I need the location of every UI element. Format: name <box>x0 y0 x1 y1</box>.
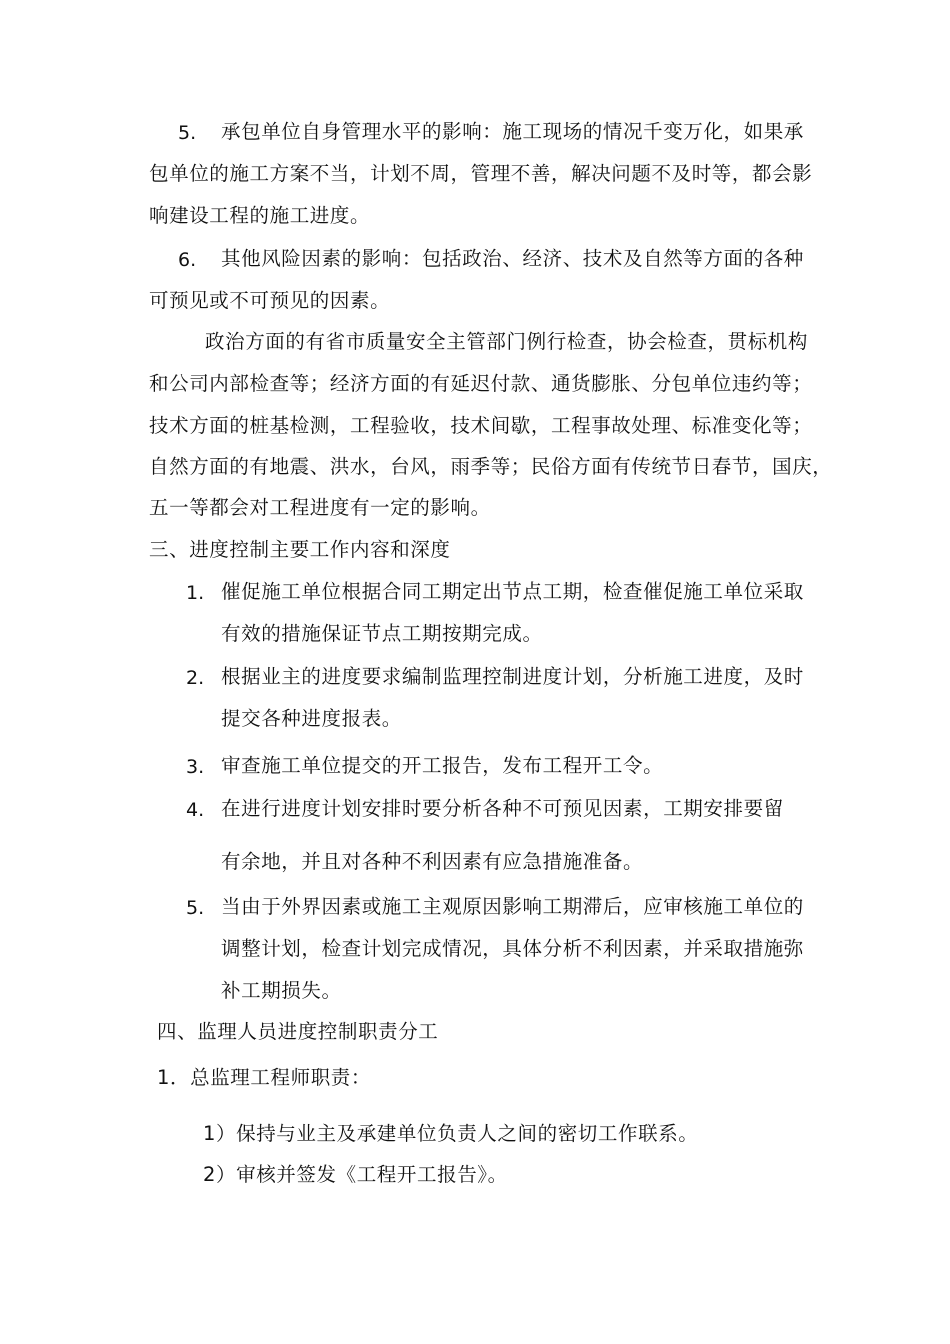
s3-item2-line-1: 根据业主的进度要求编制监理控制进度计划，分析施工进度，及时 <box>221 665 804 688</box>
s3-item1-line-2: 有效的措施保证节点工期按期完成。 <box>221 622 543 645</box>
para5-number: 5. <box>178 122 197 144</box>
s3-item1-number: 1. <box>186 582 205 604</box>
detail-line-3: 技术方面的桩基检测，工程验收，技术间歇，工程事故处理、标准变化等； <box>149 414 813 437</box>
detail-line-2: 和公司内部检查等；经济方面的有延迟付款、通货膨胀、分包单位违约等； <box>149 372 813 395</box>
para6-line-2: 可预见或不可预见的因素。 <box>149 289 391 312</box>
detail-line-4: 自然方面的有地震、洪水，台风，雨季等；民俗方面有传统节日春节，国庆， <box>149 455 833 478</box>
s3-item5-line-1: 当由于外界因素或施工主观原因影响工期滞后，应审核施工单位的 <box>221 895 804 918</box>
s3-item3-number: 3. <box>186 756 205 778</box>
para5-line-2: 包单位的施工方案不当，计划不周，管理不善，解决问题不及时等，都会影 <box>149 162 813 185</box>
s3-item2-line-2: 提交各种进度报表。 <box>221 707 402 730</box>
s3-item4-line-1: 在进行进度计划安排时要分析各种不可预见因素，工期安排要留 <box>221 797 784 820</box>
duty-item-2: 2）审核并签发《工程开工报告》。 <box>203 1163 508 1186</box>
s3-item5-line-2: 调整计划，检查计划完成情况，具体分析不利因素，并采取措施弥 <box>221 937 804 960</box>
detail-line-1: 政治方面的有省市质量安全主管部门例行检查，协会检查，贯标机构 <box>205 330 809 353</box>
s3-item5-line-3: 补工期损失。 <box>221 979 342 1002</box>
s3-item1-line-1: 催促施工单位根据合同工期定出节点工期，检查催促施工单位采取 <box>221 580 804 603</box>
s3-item5-number: 5. <box>186 897 205 919</box>
s3-item4-number: 4. <box>186 799 205 821</box>
section4-heading: 四、监理人员进度控制职责分工 <box>157 1020 439 1043</box>
para5-line-1: 承包单位自身管理水平的影响：施工现场的情况千变万化，如果承 <box>221 120 804 143</box>
s3-item2-number: 2. <box>186 667 205 689</box>
detail-line-5: 五一等都会对工程进度有一定的影响。 <box>149 496 491 519</box>
s3-item3-line-1: 审查施工单位提交的开工报告，发布工程开工令。 <box>221 754 664 777</box>
duty-item-1: 1）保持与业主及承建单位负责人之间的密切工作联系。 <box>203 1122 699 1145</box>
para5-line-3: 响建设工程的施工进度。 <box>149 204 371 227</box>
para6-number: 6. <box>178 249 197 271</box>
s3-item4-line-2: 有余地，并且对各种不利因素有应急措施准备。 <box>221 850 644 873</box>
section4-subheading: 1．总监理工程师职责： <box>157 1066 372 1089</box>
section3-heading: 三、进度控制主要工作内容和深度 <box>149 538 451 561</box>
para6-line-1: 其他风险因素的影响：包括政治、经济、技术及自然等方面的各种 <box>221 247 804 270</box>
